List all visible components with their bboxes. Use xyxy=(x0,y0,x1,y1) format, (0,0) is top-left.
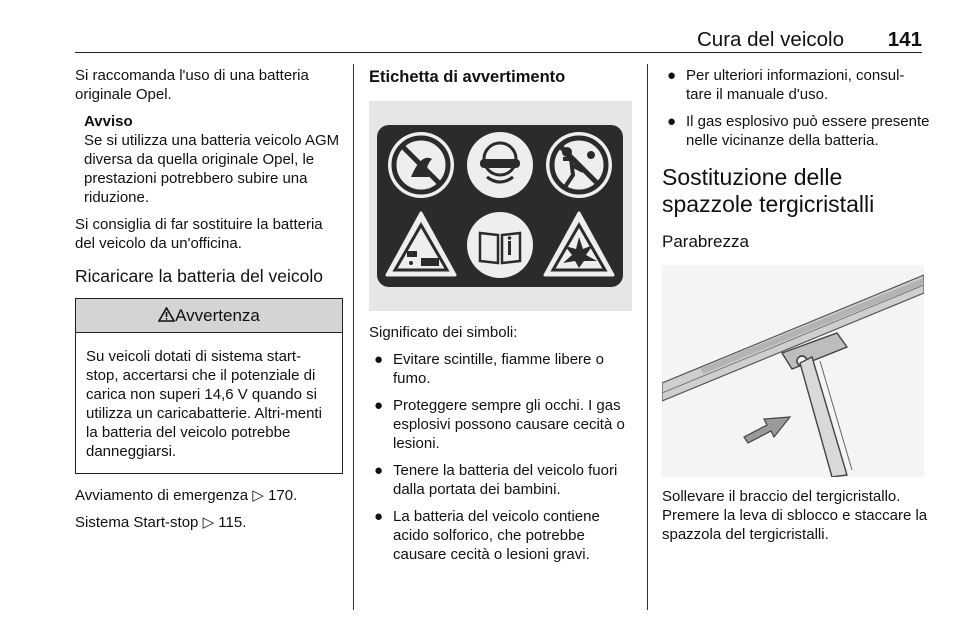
bullet-icon: ● xyxy=(667,113,677,130)
section-title: Cura del veicolo xyxy=(697,28,844,51)
no-fire-icon xyxy=(388,132,454,198)
warning-header xyxy=(76,299,342,333)
warning-title: Avvertenza xyxy=(175,306,260,325)
reference-page[interactable]: 170. xyxy=(268,487,298,504)
warning-label-heading: Etichetta di avvertimento xyxy=(369,68,566,86)
cross-reference xyxy=(75,486,343,505)
read-manual-icon xyxy=(467,212,533,278)
eye-protection-icon xyxy=(467,132,533,198)
list-item xyxy=(369,461,634,499)
intro-paragraph: Si raccomanda l'uso di una batteria originale Opel. xyxy=(75,67,309,103)
list-item-text: Per ulteriori informazioni, consul-tare il manuale d'uso. xyxy=(686,67,905,103)
column-2 xyxy=(369,66,634,572)
list-item xyxy=(369,396,634,453)
reference-page[interactable]: 115. xyxy=(218,514,247,531)
page-number: 141 xyxy=(887,28,922,51)
column-1 xyxy=(75,66,343,540)
wiper-section-heading: Sostituzione delle spazzole tergicristalli xyxy=(662,164,875,217)
column-divider xyxy=(647,64,648,610)
list-item-text: Evitare scintille, fiamme libere o fumo. xyxy=(393,351,604,387)
advice-paragraph: Si consiglia di far sostituire la batteria del veicolo da un'officina. xyxy=(75,216,323,252)
bullet-icon: ● xyxy=(374,351,384,368)
explosion-warning-icon xyxy=(545,213,613,275)
keep-children-away-icon xyxy=(546,132,612,198)
warning-text: Su veicoli dotati di sistema start-stop, accertarsi che il potenziale di carica non superi 14,6 V quando si utilizza un caricabatterie. Altri-menti la batteria del veicolo potrebbe danneggiarsi. xyxy=(86,348,322,460)
charging-heading: Ricaricare la batteria del veicolo xyxy=(75,266,324,286)
warning-label-figure xyxy=(369,101,632,311)
warning-box xyxy=(75,298,343,474)
bullet-icon: ● xyxy=(374,462,384,479)
list-item xyxy=(369,507,634,564)
page-ref-arrow-icon: ▷ xyxy=(252,487,264,504)
page-header xyxy=(75,28,922,53)
wiper-caption: Sollevare il braccio del tergicristallo. Premere la leva di sblocco e staccare la spazzola del tergicristalli. xyxy=(662,488,928,543)
windshield-subheading: Parabrezza xyxy=(662,232,749,251)
bullet-icon: ● xyxy=(374,397,384,414)
cross-reference xyxy=(75,513,343,532)
column-divider xyxy=(353,64,354,610)
note-title: Avviso xyxy=(84,113,133,130)
symbols-intro: Significato dei simboli: xyxy=(369,324,518,341)
list-item-text: La batteria del veicolo contiene acido solforico, che potrebbe causare cecità o lesioni gravi. xyxy=(393,508,600,563)
list-item-text: Tenere la batteria del veicolo fuori dalla portata dei bambini. xyxy=(393,462,618,498)
list-item-text: Proteggere sempre gli occhi. I gas esplosivi possono causare cecità o lesioni. xyxy=(393,397,625,452)
warning-symbols-panel xyxy=(377,125,623,287)
acid-warning-icon xyxy=(387,213,455,275)
reference-label: Avviamento di emergenza xyxy=(75,487,249,504)
list-item-text: Il gas esplosivo può essere presente nelle vicinanze della batteria. xyxy=(686,113,930,149)
column-3 xyxy=(662,66,930,552)
note-text: Se si utilizza una batteria veicolo AGM diversa da quella originale Opel, le prestazioni potrebbero subire una riduzione. xyxy=(84,132,340,206)
warning-triangle-icon xyxy=(158,307,175,322)
list-item xyxy=(369,350,634,388)
note-box xyxy=(75,112,343,207)
list-item xyxy=(662,66,930,104)
list-item xyxy=(662,112,930,150)
page-ref-arrow-icon: ▷ xyxy=(202,514,215,531)
bullet-icon: ● xyxy=(374,508,384,525)
bullet-icon: ● xyxy=(667,67,677,84)
wiper-illustration xyxy=(662,265,924,477)
reference-label: Sistema Start-stop xyxy=(75,514,199,531)
